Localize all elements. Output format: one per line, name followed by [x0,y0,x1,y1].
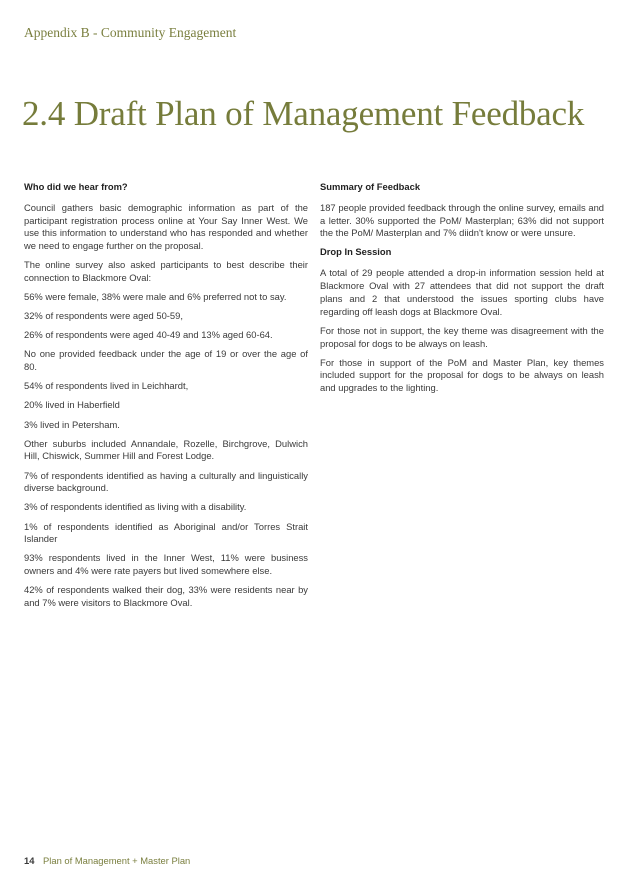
paragraph: 3% of respondents identified as living with a disability. [24,501,247,513]
page-number: 14 [24,855,35,866]
paragraph: 7% of respondents identified as having a culturally and linguistically diverse background. [24,469,308,494]
paragraph: For those in support of the PoM and Master Plan, key themes included support for the proposal for dogs to be always on leash and upgrades to the lighting. [320,356,604,394]
paragraph: For those not in support, the key theme was disagreement with the proposal for dogs to be always on leash. [320,324,604,349]
paragraph: No one provided feedback under the age of 19 or over the age of 80. [24,348,308,373]
paragraph: A total of 29 people attended a drop-in information session held at Blackmore Oval with 27 attendees that did not support the draft plans and 2 that understood the issues sporting clubs have regarding off leash dogs at Blackmore Oval. [320,267,604,317]
paragraph: 26% of respondents were aged 40-49 and 13% aged 60-64. [24,329,273,341]
paragraph: 54% of respondents lived in Leichhardt, [24,380,189,392]
paragraph: 93% respondents lived in the Inner West, 11% were business owners and 4% were rate payers but lived somewhere else. [24,552,308,577]
summary-heading: Summary of Feedback [320,181,421,192]
paragraph: 20% lived in Haberfield [24,399,120,411]
paragraph: 1% of respondents identified as Aboriginal and/or Torres Strait Islander [24,520,308,545]
paragraph: 42% of respondents walked their dog, 33% were residents near by and 7% were visitors to Blackmore Oval. [24,584,308,609]
paragraph: 187 people provided feedback through the online survey, emails and a letter. 30% supported the PoM/ Masterplan; 63% did not support the the PoM/ Masterplan and 7% diidn't know or were unsure. [320,201,604,239]
paragraph: 3% lived in Petersham. [24,418,120,430]
page-footer [24,855,190,866]
paragraph: Council gathers basic demographic information as part of the participant registration process online at Your Say Inner West. We use this information to understand who has responded and whether we need to engage further on the proposal. [24,201,308,252]
running-header: Appendix B - Community Engagement [24,25,237,40]
footer-document-title: Plan of Management + Master Plan [43,855,191,866]
paragraph: 32% of respondents were aged 50-59, [24,310,183,322]
page-title: 2.4 Draft Plan of Management Feedback [22,94,585,133]
left-column [24,181,308,616]
paragraph: 56% were female, 38% were male and 6% preferred not to say. [24,291,287,303]
drop-in-heading: Drop In Session [320,246,392,258]
paragraph: The online survey also asked participants to best describe their connection to Blackmore Oval: [24,259,308,284]
right-column [320,181,604,401]
who-heading: Who did we hear from? [24,181,128,192]
paragraph: Other suburbs included Annandale, Rozelle, Birchgrove, Dulwich Hill, Chiswick, Summer Hill and Forest Lodge. [24,437,308,462]
